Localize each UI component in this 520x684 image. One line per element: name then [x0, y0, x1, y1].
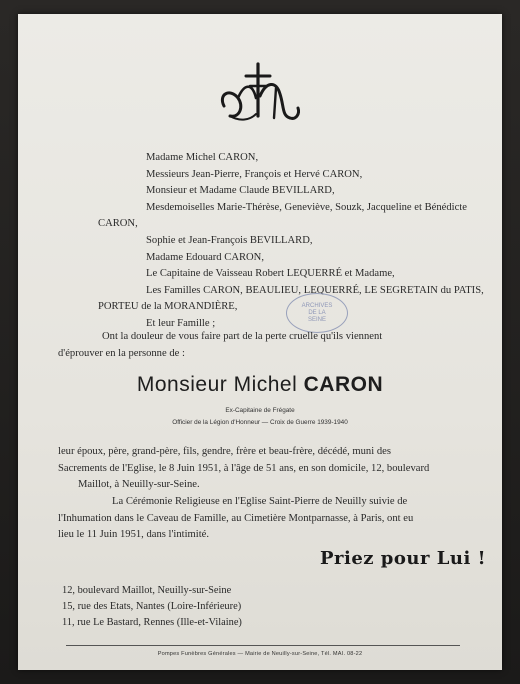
stamp-text: SEINE [307, 316, 326, 323]
address-line: 11, rue Le Bastard, Rennes (Ille-et-Vilaine) [62, 616, 242, 628]
address-line: 12, boulevard Maillot, Neuilly-sur-Seine [62, 585, 232, 596]
family-member-line: Madame Michel CARON, [146, 152, 259, 163]
announcement-line: Ont la douleur de vous faire part de la perte cruelle qu'ils viennent [102, 331, 383, 342]
notice-line: Maillot, à Neuilly-sur-Seine. [78, 479, 200, 490]
funeral-home-footer: Pompes Funèbres Générales — Mairie de Neuilly-sur-Seine, Tél. MAI. 08-22 [157, 651, 363, 657]
family-member-line: Madame Edouard CARON, [146, 251, 264, 263]
deceased-name-prefix: Monsieur Michel [136, 373, 304, 396]
family-member-line: PORTEU de la MORANDIÈRE, [98, 301, 238, 313]
ceremony-line: lieu le 11 Juin 1951, dans l'intimité. [58, 529, 209, 540]
family-member-line: Mesdemoiselles Marie-Thérèse, Geneviève, Souzk, Jacqueline et Bénédicte [146, 201, 467, 213]
deceased-surname: CARON [303, 373, 384, 396]
notice-line: leur époux, père, grand-père, fils, gendre, frère et beau-frère, décédé, muni des [58, 446, 391, 457]
deceased-name [0, 373, 520, 397]
family-member-line: Messieurs Jean-Pierre, François et Hervé CARON, [146, 168, 363, 180]
monogram-cross-m [200, 58, 320, 134]
address-list [62, 583, 242, 630]
announcement [58, 329, 462, 362]
stamp-text: ARCHIVES [301, 302, 333, 309]
archive-stamp [286, 293, 348, 333]
family-list [58, 150, 484, 333]
death-notice [58, 444, 462, 494]
family-member-line: CARON, [98, 218, 138, 230]
address-line: 15, rue des Etats, Nantes (Loire-Inférieure) [62, 600, 242, 612]
ceremony-line: l'Inhumation dans le Caveau de Famille, au Cimetière Montparnasse, à Paris, ont eu [58, 512, 414, 524]
footer-divider [66, 645, 460, 646]
announcement-line: d'éprouver en la personne de : [58, 347, 185, 359]
notice-line: Sacrements de l'Eglise, le 8 Juin 1951, à l'âge de 51 ans, en son domicile, 12, boulevard [58, 462, 430, 474]
ceremony-line: La Cérémonie Religieuse en l'Eglise Saint-Pierre de Neuilly suivie de [112, 496, 408, 507]
family-member-line: Les Familles CARON, BEAULIEU, LEQUERRÉ, LE SEGRETAIN du PATIS, [146, 284, 484, 296]
prayer-request: Priez pour Lui ! [320, 548, 486, 569]
deceased-rank: Ex-Capitaine de Frégate [225, 407, 295, 414]
deceased-honours: Officier de la Légion d'Honneur — Croix de Guerre 1939-1940 [172, 419, 348, 426]
family-member-line: Sophie et Jean-François BEVILLARD, [146, 234, 313, 246]
ceremony-notice [58, 494, 462, 544]
family-member-line: Le Capitaine de Vaisseau Robert LEQUERRÉ et Madame, [146, 268, 395, 280]
family-member-line: Monsieur et Madame Claude BEVILLARD, [146, 185, 335, 197]
stamp-text: DE LA [308, 309, 326, 316]
family-member-line: Et leur Famille ; [146, 317, 216, 329]
